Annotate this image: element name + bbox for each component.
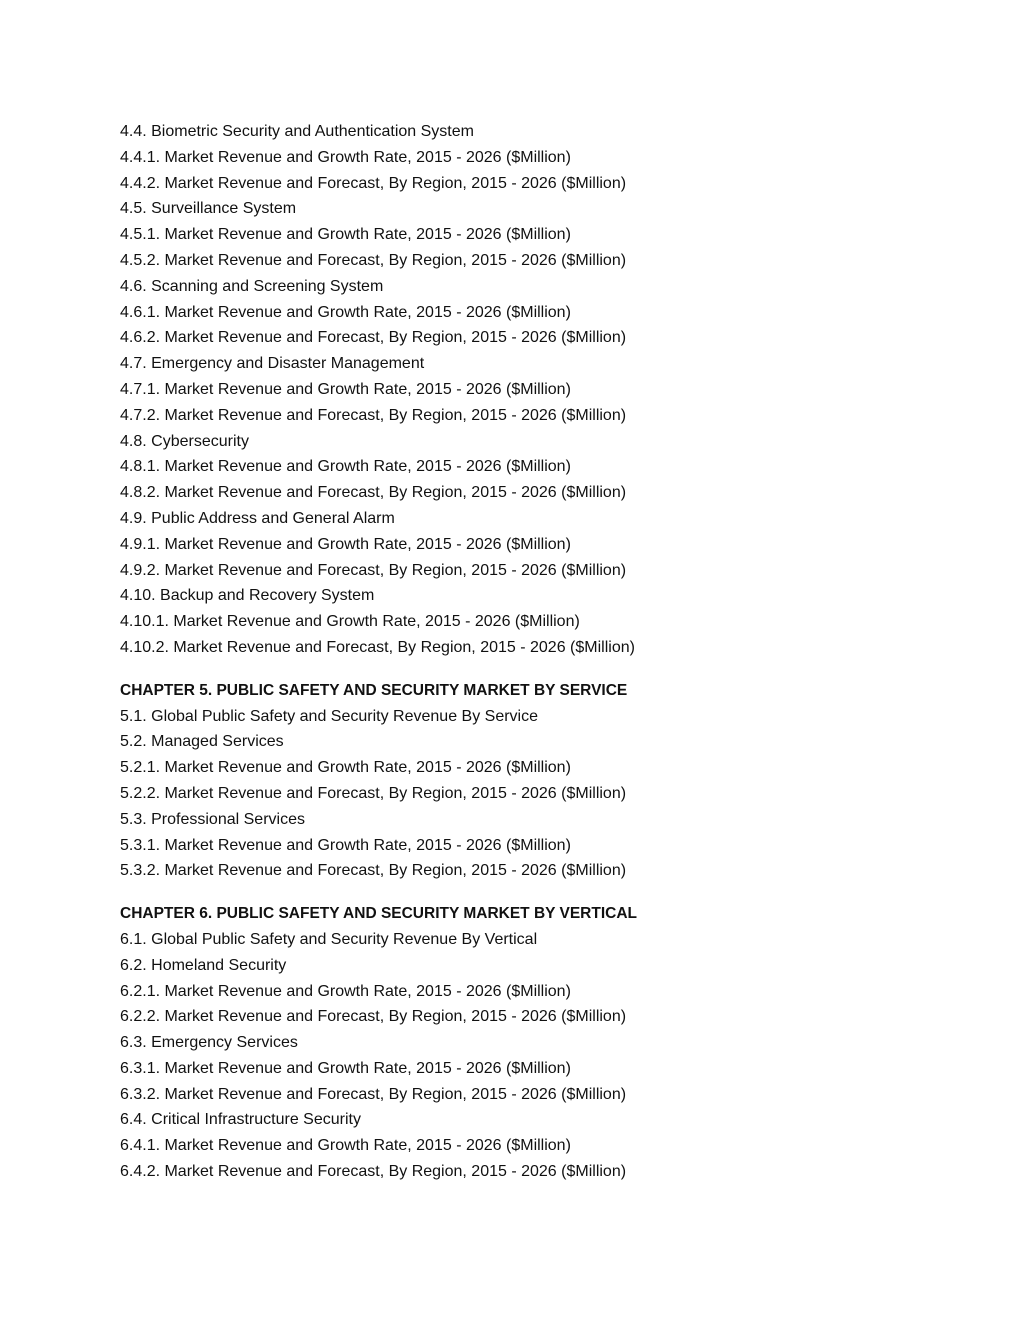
toc-entry: 6.4. Critical Infrastructure Security bbox=[120, 1111, 361, 1129]
toc-entry: 4.4.1. Market Revenue and Growth Rate, 2015 - 2026 ($Million) bbox=[120, 148, 571, 166]
toc-entry: 6.3.1. Market Revenue and Growth Rate, 2015 - 2026 ($Million) bbox=[120, 1059, 571, 1077]
toc-entry: 4.4. Biometric Security and Authentication System bbox=[120, 123, 474, 140]
toc-entry: 5.1. Global Public Safety and Security Revenue By Service bbox=[120, 707, 538, 725]
toc-entry: 4.7.1. Market Revenue and Growth Rate, 2015 - 2026 ($Million) bbox=[120, 380, 571, 398]
toc-entry: 4.5.1. Market Revenue and Growth Rate, 2015 - 2026 ($Million) bbox=[120, 226, 571, 244]
toc-entry: 4.6. Scanning and Screening System bbox=[120, 277, 384, 295]
toc-entry: 4.10.1. Market Revenue and Growth Rate, 2015 - 2026 ($Million) bbox=[120, 613, 580, 631]
section-spacer bbox=[120, 661, 980, 678]
toc-entry: 4.8. Cybersecurity bbox=[120, 432, 249, 450]
toc-entry: 4.10. Backup and Recovery System bbox=[120, 587, 375, 605]
toc-entry: 6.2. Homeland Security bbox=[120, 956, 287, 974]
toc-entry: 4.6.2. Market Revenue and Forecast, By Region, 2015 - 2026 ($Million) bbox=[120, 329, 627, 347]
toc-entry: 4.10.2. Market Revenue and Forecast, By Region, 2015 - 2026 ($Million) bbox=[120, 638, 635, 656]
toc-entry: 4.5. Surveillance System bbox=[120, 200, 297, 218]
toc-entry: 4.9. Public Address and General Alarm bbox=[120, 509, 395, 527]
toc-entry: 4.6.1. Market Revenue and Growth Rate, 2015 - 2026 ($Million) bbox=[120, 303, 571, 321]
toc-entry: 6.1. Global Public Safety and Security Revenue By Vertical bbox=[120, 930, 538, 948]
toc-entry: 4.4.2. Market Revenue and Forecast, By Region, 2015 - 2026 ($Million) bbox=[120, 174, 627, 192]
chapter-6-heading: CHAPTER 6. PUBLIC SAFETY AND SECURITY MARKET BY VERTICAL bbox=[120, 905, 638, 923]
chapter-6-section bbox=[120, 901, 980, 1185]
toc-entry: 6.3.2. Market Revenue and Forecast, By Region, 2015 - 2026 ($Million) bbox=[120, 1085, 627, 1103]
toc-entry: 6.4.1. Market Revenue and Growth Rate, 2015 - 2026 ($Million) bbox=[120, 1137, 571, 1155]
toc-entry: 4.8.1. Market Revenue and Growth Rate, 2015 - 2026 ($Million) bbox=[120, 458, 571, 476]
toc-entry: 4.9.1. Market Revenue and Growth Rate, 2015 - 2026 ($Million) bbox=[120, 535, 571, 553]
toc-entry: 4.8.2. Market Revenue and Forecast, By Region, 2015 - 2026 ($Million) bbox=[120, 484, 627, 502]
section-spacer bbox=[120, 884, 980, 901]
document-page bbox=[120, 119, 980, 1185]
section-4-list bbox=[120, 119, 980, 661]
chapter-5-section bbox=[120, 678, 980, 884]
toc-entry: 5.2. Managed Services bbox=[120, 733, 284, 751]
toc-entry: 5.3.1. Market Revenue and Growth Rate, 2015 - 2026 ($Million) bbox=[120, 836, 571, 854]
chapter-5-heading: CHAPTER 5. PUBLIC SAFETY AND SECURITY MARKET BY SERVICE bbox=[120, 681, 628, 699]
toc-entry: 4.5.2. Market Revenue and Forecast, By Region, 2015 - 2026 ($Million) bbox=[120, 251, 627, 269]
toc-entry: 6.3. Emergency Services bbox=[120, 1034, 298, 1052]
toc-entry: 5.2.1. Market Revenue and Growth Rate, 2015 - 2026 ($Million) bbox=[120, 759, 571, 777]
toc-entry: 5.3. Professional Services bbox=[120, 810, 305, 828]
toc-entry: 5.3.2. Market Revenue and Forecast, By Region, 2015 - 2026 ($Million) bbox=[120, 862, 627, 880]
toc-entry: 4.7. Emergency and Disaster Management bbox=[120, 355, 425, 373]
toc-entry: 5.2.2. Market Revenue and Forecast, By Region, 2015 - 2026 ($Million) bbox=[120, 784, 627, 802]
toc-entry: 6.2.2. Market Revenue and Forecast, By Region, 2015 - 2026 ($Million) bbox=[120, 1008, 627, 1026]
toc-entry: 4.7.2. Market Revenue and Forecast, By Region, 2015 - 2026 ($Million) bbox=[120, 406, 627, 424]
toc-entry: 6.2.1. Market Revenue and Growth Rate, 2015 - 2026 ($Million) bbox=[120, 982, 571, 1000]
toc-entry: 4.9.2. Market Revenue and Forecast, By Region, 2015 - 2026 ($Million) bbox=[120, 561, 627, 579]
toc-entry: 6.4.2. Market Revenue and Forecast, By Region, 2015 - 2026 ($Million) bbox=[120, 1163, 627, 1181]
